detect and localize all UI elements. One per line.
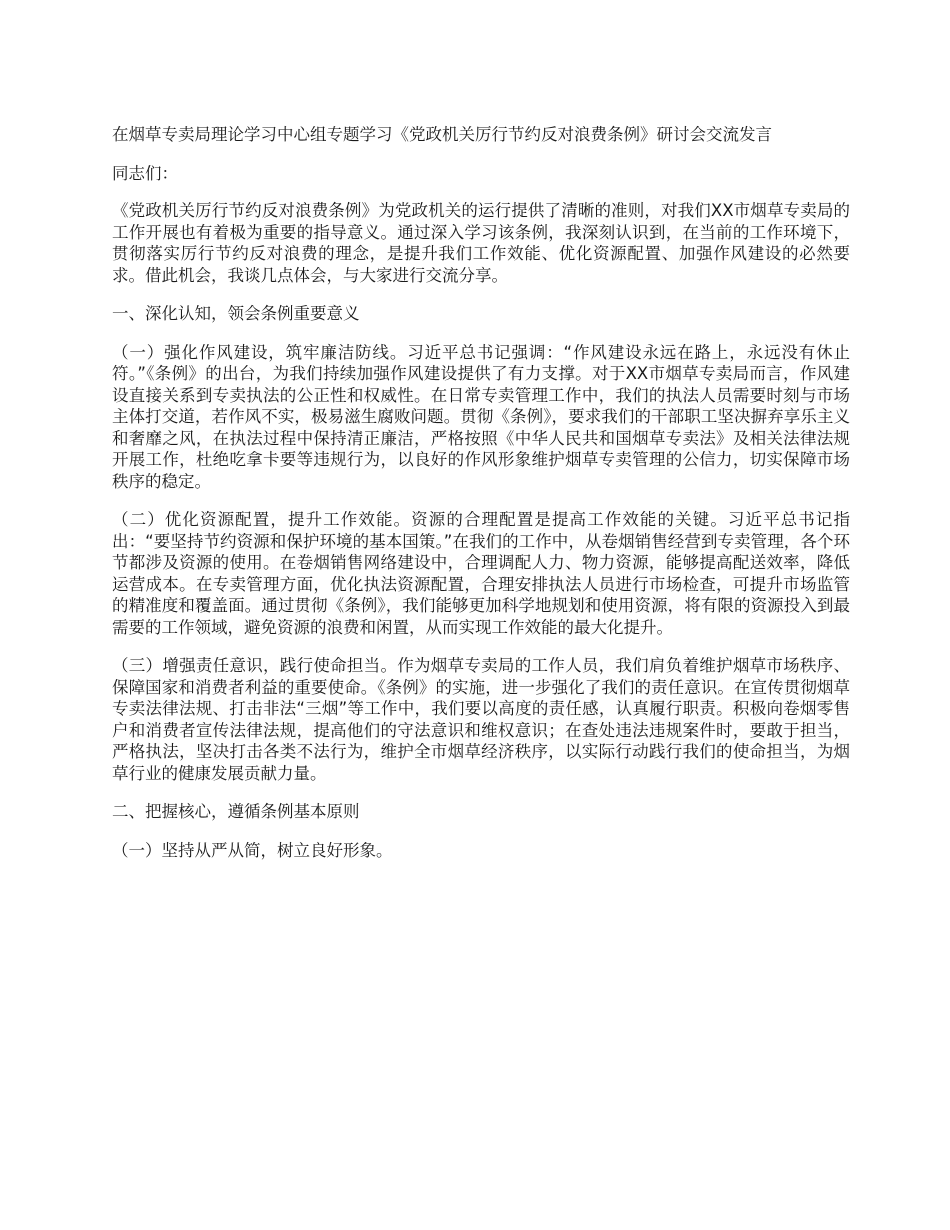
document-title: 在烟草专卖局理论学习中心组专题学习《党政机关厉行节约反对浪费条例》研讨会交流发言: [112, 125, 772, 144]
section-2-item-1: （一）坚持从严从简，树立良好形象。: [112, 840, 393, 860]
section-2-heading: 二、把握核心，遵循条例基本原则: [112, 802, 360, 821]
section-1-heading: 一、深化认知，领会条例重要意义: [112, 304, 360, 323]
section-1-item-2: （二）优化资源配置，提升工作效能。资源的合理配置是提高工作效能的关键。习近平总书记指出：“要坚持节约资源和保护环境的基本国策。”在我们的工作中，从卷烟销售经营到专卖管理，各个环节都涉及资源的使用。在卷烟销售网络建设中，合理调配人力、物力资源，能够提高配送效率，降低运营成本。在专卖管理方面，优化执法资源配置，合理安排执法人员进行市场检查，可提升市场监管的精准度和覆盖面。通过贯彻《条例》，我们能够更加科学地规划和使用资源，将有限的资源投入到最需要的工作领域，避免资源的浪费和闲置，从而实现工作效能的最大化提升。: [112, 510, 850, 637]
section-1-item-1: （一）强化作风建设，筑牢廉洁防线。习近平总书记强调：“作风建设永远在路上，永远没有休止符。”《条例》的出台，为我们持续加强作风建设提供了有力支撑。对于XX市烟草专卖局而言，作风建设直接关系到专卖执法的公正性和权威性。在日常专卖管理工作中，我们的执法人员需要时刻与市场主体打交道，若作风不实，极易滋生腐败问题。贯彻《条例》，要求我们的干部职工坚决摒弃享乐主义和奢靡之风，在执法过程中保持清正廉洁，严格按照《中华人民共和国烟草专卖法》及相关法律法规开展工作，杜绝吃拿卡要等违规行为，以良好的作风形象维护烟草专卖管理的公信力，切实保障市场秩序的稳定。: [112, 342, 850, 491]
intro-paragraph: 《党政机关厉行节约反对浪费条例》为党政机关的运行提供了清晰的准则，对我们XX市烟草专卖局的工作开展也有着极为重要的指导意义。通过深入学习该条例，我深刻认识到，在当前的工作环境下，贯彻落实厉行节约反对浪费的理念，是提升我们工作效能、优化资源配置、加强作风建设的必然要求。借此机会，我谈几点体会，与大家进行交流分享。: [112, 201, 850, 285]
document-page: [112, 124, 850, 878]
greeting: 同志们：: [112, 163, 178, 183]
section-1-item-3: （三）增强责任意识，践行使命担当。作为烟草专卖局的工作人员，我们肩负着维护烟草市场秩序、保障国家和消费者利益的重要使命。《条例》的实施，进一步强化了我们的责任意识。在宣传贯彻烟草专卖法律法规、打击非法“三烟”等工作中，我们要以高度的责任感，认真履行职责。积极向卷烟零售户和消费者宣传法律法规，提高他们的守法意识和维权意识；在查处违法违规案件时，要敢于担当，严格执法，坚决打击各类不法行为，维护全市烟草经济秩序，以实际行动践行我们的使命担当，为烟草行业的健康发展贡献力量。: [112, 656, 850, 783]
